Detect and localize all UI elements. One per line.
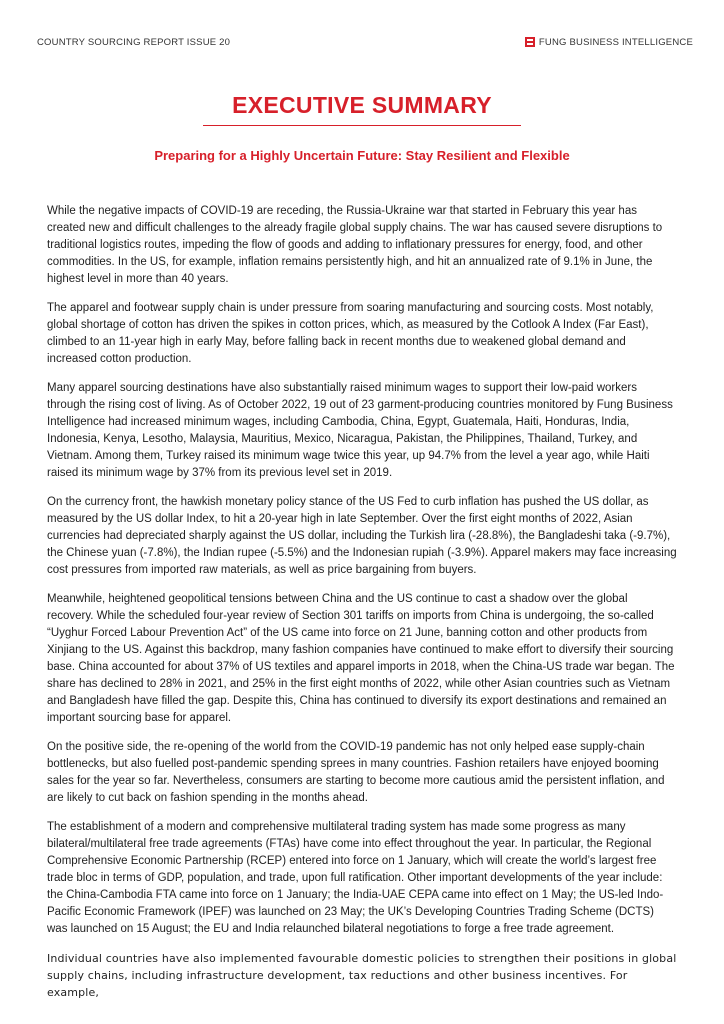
report-issue-label: COUNTRY SOURCING REPORT ISSUE 20 (37, 36, 231, 48)
paragraph: On the currency front, the hawkish monetary policy stance of the US Fed to curb inflation has pushed the US dollar, as measured by the US dollar Index, to hit a 20-year high in late September. Over the first eight months of 2022, Asian currencies had depreciated sharply against the US dollar, including the Turkish lira (-28.8%), the Bangladeshi taka (-9.7%), the Chinese yuan (-7.8%), the Indian rupee (-5.5%) and the Indonesian rupiah (-3.9%). Apparel makers may face increasing cost pressures from imported raw materials, as well as price bargaining from buyers. (47, 496, 677, 576)
page-subtitle: Preparing for a Highly Uncertain Future: Stay Resilient and Flexible (154, 148, 570, 163)
paragraph: While the negative impacts of COVID-19 are receding, the Russia-Ukraine war that started in February this year has created new and difficult challenges to the already fragile global supply chains. The war has caused severe disruptions to traditional logistics routes, impeding the flow of goods and adding to inflationary pressures for energy, food, and other commodities. In the US, for example, inflation remains persistently high, and hit an annualized rate of 9.1% in June, the highest level in more than 40 years. (47, 205, 663, 285)
paragraph: Meanwhile, heightened geopolitical tensions between China and the US continue to cast a shadow over the global recovery. While the scheduled four-year review of Section 301 tariffs on imports from China is undergoing, the so-called “Uyghur Forced Labour Prevention Act” of the US came into force on 21 June, banning cotton and other products from Xinjiang to the US. Against this backdrop, many fashion companies have continued to make effort to diversify their sourcing base. China accounted for about 37% of US textiles and apparel imports in 2018, when the China-US trade war began. The share has declined to 28% in 2021, and 25% in the first eight months of 2022, while other Asian countries such as Vietnam and Bangladesh have filled the gap. Despite this, China has continued to diversify its export destinations and remained an important sourcing base for apparel. (47, 593, 675, 724)
body-text (47, 203, 677, 1013)
paragraph: Individual countries have also implemented favourable domestic policies to strengthen their positions in global supply chains, including infrastructure development, tax reductions and other business incentives. For example, (47, 952, 677, 999)
paragraph: Many apparel sourcing destinations have also substantially raised minimum wages to support their low-paid workers through the rising cost of living. As of October 2022, 19 out of 23 garment-producing countries monitored by Fung Business Intelligence had increased minimum wages, including Cambodia, China, Egypt, Guatemala, Haiti, Honduras, India, Indonesia, Kenya, Lesotho, Malaysia, Mauritius, Mexico, Nicaragua, Pakistan, the Philippines, Thailand, Turkey, and Vietnam. Among them, Turkey raised its minimum wage twice this year, up 94.7% from the level a year ago, while Haiti raised its minimum wage by 37% from its previous level set in 2019. (47, 382, 673, 479)
brand (525, 37, 693, 48)
paragraph: The establishment of a modern and comprehensive multilateral trading system has made some progress as many bilateral/multilateral free trade agreements (FTAs) have come into effect throughout the year. In particular, the Regional Comprehensive Economic Partnership (RCEP) entered into force on 1 January, which will create the world’s largest free trade bloc in terms of GDP, population, and trade, upon full ratification. Other important developments of the year include: the China-Cambodia FTA came into force on 1 January; the India-UAE CEPA came into effect on 1 May; the US-led Indo-Pacific Economic Framework (IPEF) was launched on 23 May; the UK’s Developing Countries Trading Scheme (DCTS) was launched on 15 August; the EU and India relaunched bilateral negotiations to forge a free trade agreement. (47, 821, 664, 935)
paragraph: On the positive side, the re-opening of the world from the COVID-19 pandemic has not only helped ease supply-chain bottlenecks, but also fuelled post-pandemic spending sprees in many countries. Fashion retailers have enjoyed booming sales for the year so far. Nevertheless, consumers are starting to become more cautious amid the persistent inflation, and are likely to cut back on fashion spending in the months ahead. (47, 741, 665, 804)
title-block (0, 92, 724, 126)
paragraph: The apparel and footwear supply chain is under pressure from soaring manufacturing and sourcing costs. Most notably, global shortage of cotton has driven the spikes in cotton prices, which, as measured by the Cotlook A Index (Far East), climbed to an 11-year high in early May, before falling back in recent months due to weakened global demand and increased cotton production. (47, 302, 654, 365)
page-header (37, 34, 693, 50)
page-title: EXECUTIVE SUMMARY (232, 92, 492, 118)
brand-name: FUNG BUSINESS INTELLIGENCE (538, 36, 693, 48)
title-underline (203, 125, 521, 126)
fung-logo-icon (525, 37, 535, 47)
